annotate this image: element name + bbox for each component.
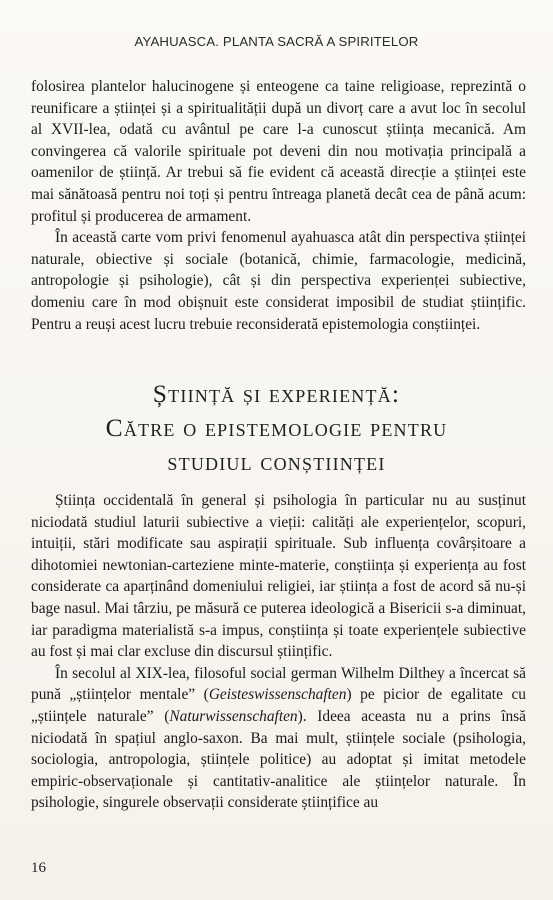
section-heading-line-2: Către o epistemologie pentru bbox=[105, 413, 448, 443]
section-paragraph-1: Știința occidentală în general și psihologia în particular nu au susținut niciodată studiul laturii subiective a vieții: calități ale experiențelor, scopuri, intuiții, stări modificate sau aspirații spirituale. Sub influența covârșitoare a dihotomiei newtonian-carteziene minte-materie, conștiința și experiența au fost considerate ca aparținând domeniului religiei, iar știința a fost de acord să nu-și bage nasul. Mai târziu, pe măsură ce puterea ideologică a Bisericii s-a diminuat, iar paradigma materialistă s-a impus, conștiința și toate experiențele subiective au fost și mai clar excluse din discursul științific. bbox=[31, 492, 526, 661]
intro-paragraph-1: folosirea plantelor halucinogene și enteogene ca taine religioase, reprezintă o reunificare a științei și a spiritualității după un divorț care a avut loc în secolul al XVII-lea, odată cu avântul pe care l-a cunoscut știința mecanică. Am convingerea că valorile spirituale pot deveni din nou motivația principală a oamenilor de știință. Ar trebui să fie evident că această direcție a științei este mai sănătoasă pentru noi toți și pentru întreaga planetă decât cea de până acum: profitul și producerea de armament. bbox=[31, 78, 526, 225]
intro-paragraph-2: În această carte vom privi fenomenul ayahuasca atât din perspectiva științei naturale, obiective și sociale (botanică, chimie, farmacologie, medicină, antropologie și psihologie), cât și din perspectiva experienței subiective, domeniu care în mod obișnuit este considerat imposibil de studiat științific. Pentru a reuși acest lucru trebuie reconsiderată epistemologia conștiinței. bbox=[31, 229, 526, 333]
running-head: AYAHUASCA. PLANTA SACRĂ A SPIRITELOR bbox=[134, 34, 419, 49]
section-paragraph-2: În secolul al XIX-lea, filosoful social german Wilhelm Dilthey a încercat să pună „științelor mentale” (Geisteswissenschaften) pe picior de egalitate cu „științele naturale” (Naturwissenschaften). Ideea aceasta nu a prins însă niciodată în spațiul anglo-saxon. Ba mai mult, științele sociale (psihologia, sociologia, antropologia, științele politice) au adoptat și imitat metodele empiric-observaționale și cantitativ-analitice ale științelor naturale. În psihologie, singurele observații considerate științifice au bbox=[31, 664, 526, 812]
page-number: 16 bbox=[31, 860, 46, 876]
section-heading-line-1: Știință și experiență: bbox=[152, 379, 401, 408]
section-text-block bbox=[31, 490, 526, 814]
section-heading-line-3: studiul conștiinței bbox=[167, 447, 386, 477]
section-heading bbox=[0, 377, 553, 480]
intro-text-block bbox=[31, 76, 526, 335]
